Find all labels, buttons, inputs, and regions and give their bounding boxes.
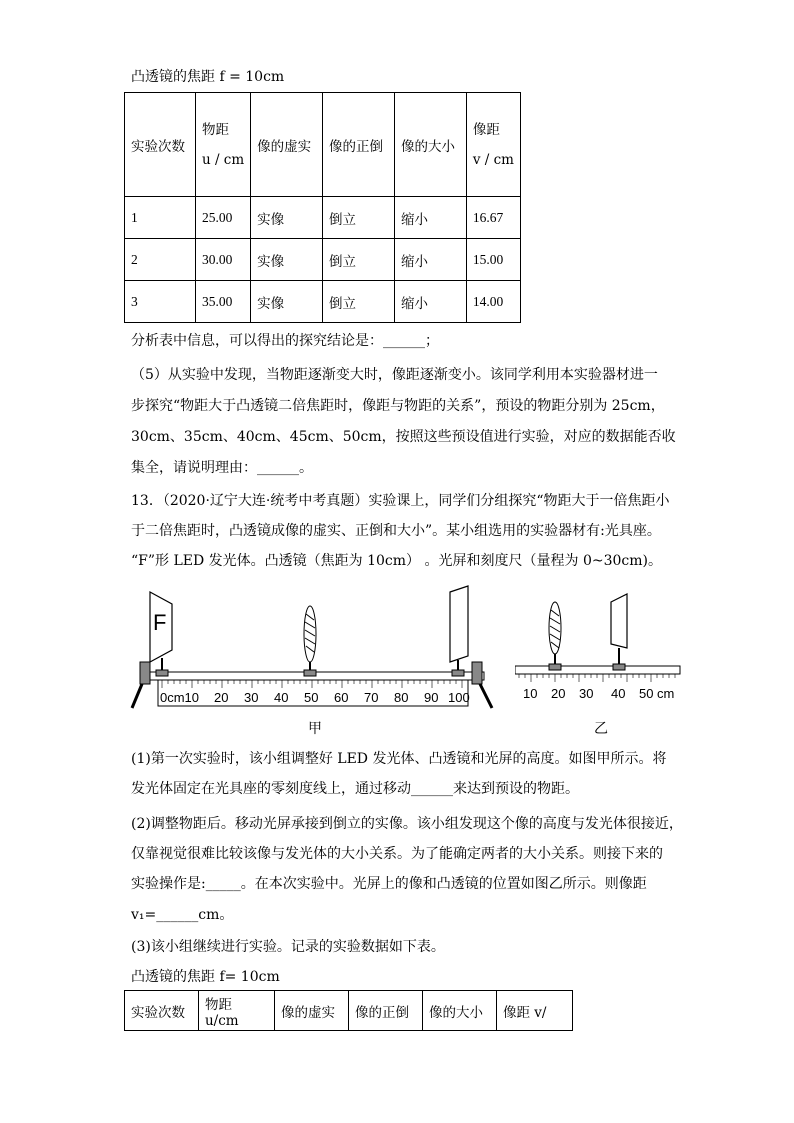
table-cell: 实像 xyxy=(251,197,323,239)
scale-label: 60 xyxy=(334,690,349,705)
data-table-1 xyxy=(124,92,521,323)
table-cell: 14.00 xyxy=(466,281,520,323)
light-screen xyxy=(450,586,468,662)
part-2-line-3: 实验操作是:_____。在本次实验中。光屏上的像和凸透镜的位置如图乙所示。则像距 xyxy=(131,876,647,892)
table-cell: 缩小 xyxy=(394,239,466,281)
header-cell: 实验次数 xyxy=(125,93,196,197)
header-cell: 像距 v / cm xyxy=(466,93,520,197)
figure-jia-optical-bench xyxy=(130,582,500,712)
table-row xyxy=(125,239,521,281)
figure-jia-label: 甲 xyxy=(308,721,322,737)
scale-label: 90 xyxy=(424,690,439,705)
part-2-line-2: 仅靠视觉很难比较该像与发光体的大小关系。为了能确定两者的大小关系。则接下来的 xyxy=(131,846,663,862)
header-cell: 像的大小 xyxy=(422,991,496,1031)
convex-lens xyxy=(549,602,561,654)
scale-label: 50 xyxy=(639,686,654,701)
question-13-line-3: “F”形 LED 发光体。凸透镜（焦距为 10cm） 。光屏和刻度尺（量程为 0~30cm)。 xyxy=(131,553,662,569)
table-cell: 实像 xyxy=(251,281,323,323)
header-cell: 像距 v/ xyxy=(496,991,572,1031)
scale-label: 30 xyxy=(244,690,259,705)
table-cell: 25.00 xyxy=(195,197,250,239)
scale-label: 20 xyxy=(214,690,229,705)
table-cell: 缩小 xyxy=(394,281,466,323)
scale-label: 40 xyxy=(274,690,289,705)
header-cell: 像的虚实 xyxy=(275,991,349,1031)
scale-label: 10 xyxy=(523,686,538,701)
header-cell: 像的正倒 xyxy=(348,991,422,1031)
table2-caption: 凸透镜的焦距 f= 10cm xyxy=(131,969,280,985)
scale-ticks xyxy=(519,674,675,682)
part-2-line-1: (2)调整物距后。移动光屏承接到倒立的实像。该小组发现这个像的高度与发光体很接近， xyxy=(131,816,683,832)
scale-label: 100 xyxy=(448,690,470,705)
question-5-line-2: 步探究“物距大于凸透镜二倍焦距时，像距与物距的关系”，预设的物距分别为 25cm， xyxy=(131,398,665,414)
table1-caption: 凸透镜的焦距 f = 10cm xyxy=(131,69,285,85)
table-cell: 倒立 xyxy=(323,197,395,239)
table-header-row xyxy=(125,93,521,197)
scale-label: 0cm10 xyxy=(160,690,200,705)
bench-left-end xyxy=(140,662,150,684)
figure-yi-optical-bench xyxy=(515,590,685,705)
table-cell: 30.00 xyxy=(195,239,250,281)
header-cell: 像的大小 xyxy=(394,93,466,197)
bench-rail xyxy=(515,666,680,674)
scale-label: 20 xyxy=(551,686,566,701)
part-2-line-4: v₁=______cm。 xyxy=(131,907,234,923)
table-cell: 倒立 xyxy=(323,239,395,281)
question-5-line-1: （5）从实验中发现，当物距逐渐变大时，像距逐渐变小。该同学利用本实验器材进一 xyxy=(131,367,658,383)
bench-right-leg xyxy=(480,684,492,708)
figure-yi-label: 乙 xyxy=(594,721,608,737)
table-row xyxy=(125,197,521,239)
part-1-line-2: 发光体固定在光具座的零刻度线上，通过移动______来达到预设的物距。 xyxy=(131,781,579,797)
scale-label: 70 xyxy=(364,690,379,705)
table-cell: 缩小 xyxy=(394,197,466,239)
header-cell: 物距 u/cm xyxy=(198,991,274,1031)
header-cell: 像的虚实 xyxy=(251,93,323,197)
scale-label: cm xyxy=(657,686,675,701)
question-5-line-4: 集全，请说明理由：______。 xyxy=(131,460,313,476)
scale-label: 50 xyxy=(304,690,319,705)
table-cell: 实像 xyxy=(251,239,323,281)
question-13-line-1: 13．（2020·辽宁大连·统考中考真题）实验课上，同学们分组探究“物距大于一倍焦距小 xyxy=(131,493,670,509)
table-header-row xyxy=(125,991,573,1031)
bench-right-end xyxy=(472,662,482,684)
scale-label: 80 xyxy=(394,690,409,705)
table-cell: 倒立 xyxy=(323,281,395,323)
table-row xyxy=(125,281,521,323)
bench-left-leg xyxy=(132,684,142,708)
table-cell: 15.00 xyxy=(466,239,520,281)
table-cell: 35.00 xyxy=(195,281,250,323)
analysis-question: 分析表中信息，可以得出的探究结论是：______； xyxy=(131,333,439,349)
data-table-2 xyxy=(124,990,573,1031)
led-f-letter: F xyxy=(153,610,167,635)
question-5-line-3: 30cm、35cm、40cm、45cm、50cm，按照这些预设值进行实验，对应的数据能否收 xyxy=(131,429,676,445)
question-13-line-2: 于二倍焦距时，凸透镜成像的虚实、正倒和大小”。某小组选用的实验器材有:光具座。 xyxy=(131,523,661,539)
part-3-line-1: (3)该小组继续进行实验。记录的实验数据如下表。 xyxy=(131,939,445,955)
header-cell: 像的正倒 xyxy=(323,93,395,197)
header-cell: 实验次数 xyxy=(125,991,199,1031)
table-cell: 3 xyxy=(125,281,196,323)
table-cell: 2 xyxy=(125,239,196,281)
table-cell: 1 xyxy=(125,197,196,239)
part-1-line-1: (1)第一次实验时，该小组调整好 LED 发光体、凸透镜和光屏的高度。如图甲所示。将 xyxy=(131,751,667,767)
table-cell: 16.67 xyxy=(466,197,520,239)
light-screen xyxy=(611,594,627,648)
scale-label: 30 xyxy=(579,686,594,701)
header-cell: 物距 u / cm xyxy=(195,93,250,197)
scale-label: 40 xyxy=(611,686,626,701)
